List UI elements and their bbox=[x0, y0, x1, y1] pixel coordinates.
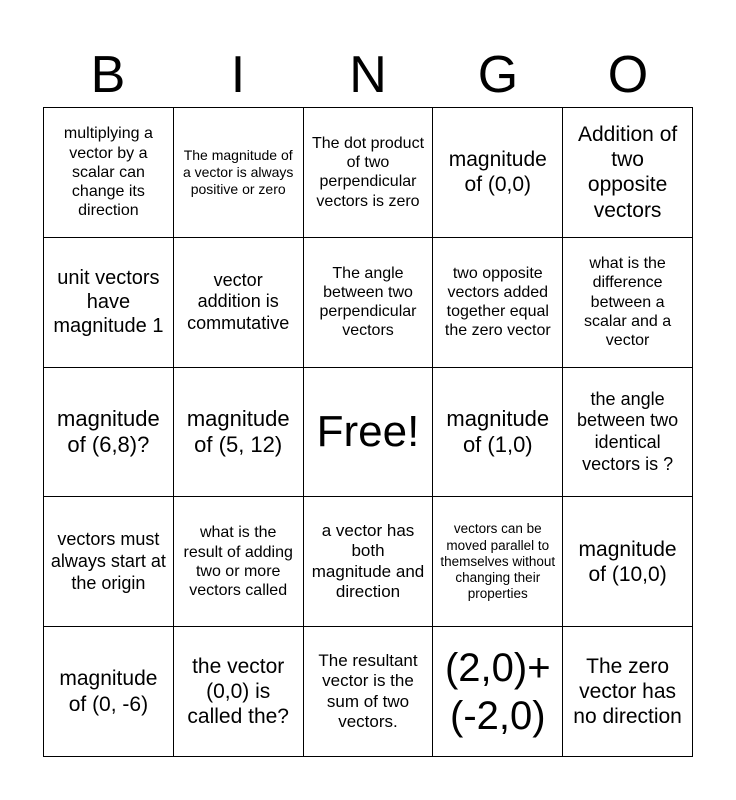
bingo-cell bbox=[44, 238, 174, 368]
bingo-cell bbox=[433, 627, 563, 757]
bingo-cell bbox=[174, 368, 304, 498]
bingo-cell bbox=[563, 627, 693, 757]
cell-text: multiplying a vector by a scalar can change its direction bbox=[63, 125, 153, 220]
bingo-grid bbox=[43, 107, 693, 757]
cell-text: The dot product of two perpendicular vectors is zero bbox=[311, 135, 425, 210]
cell-text: two opposite vectors added together equal the zero vector bbox=[444, 264, 551, 340]
bingo-cell bbox=[563, 497, 693, 627]
cell-text: magnitude of (6,8)? bbox=[57, 405, 160, 457]
bingo-cell bbox=[304, 497, 434, 627]
cell-text: what is the result of adding two or more vectors called bbox=[183, 524, 293, 599]
cell-text: The resultant vector is the sum of two vectors. bbox=[318, 650, 418, 731]
bingo-cell bbox=[44, 368, 174, 498]
bingo-cell bbox=[563, 108, 693, 238]
bingo-cell bbox=[44, 627, 174, 757]
cell-text: vectors can be moved parallel to themselves without changing their properties bbox=[440, 521, 556, 602]
bingo-cell bbox=[433, 238, 563, 368]
bingo-cell bbox=[174, 108, 304, 238]
cell-text: what is the difference between a scalar and a vector bbox=[584, 255, 672, 349]
header-letter-g: G bbox=[477, 46, 519, 104]
cell-text: The angle between two perpendicular vectors bbox=[319, 264, 417, 340]
free-space-text: Free! bbox=[316, 406, 420, 456]
bingo-cell bbox=[174, 238, 304, 368]
bingo-cell bbox=[44, 497, 174, 627]
header-letter-i: I bbox=[230, 46, 246, 104]
cell-text: magnitude of (1,0) bbox=[446, 405, 550, 457]
cell-text: the vector (0,0) is called the? bbox=[187, 654, 289, 729]
cell-text: a vector has both magnitude and direction bbox=[311, 521, 425, 602]
header-letter-n: N bbox=[349, 46, 387, 104]
bingo-cell bbox=[563, 368, 693, 498]
bingo-cell bbox=[433, 108, 563, 238]
header-letter-b: B bbox=[90, 46, 126, 104]
cell-text: The magnitude of a vector is always positive or zero bbox=[182, 147, 294, 197]
cell-text: unit vectors have magnitude 1 bbox=[53, 267, 164, 338]
cell-text: The zero vector has no direction bbox=[573, 654, 682, 729]
bingo-cell bbox=[44, 108, 174, 238]
cell-text: vectors must always start at the origin bbox=[50, 529, 166, 593]
free-space-cell bbox=[304, 368, 434, 498]
cell-text: Addition of two opposite vectors bbox=[577, 123, 678, 222]
cell-text: magnitude of (10,0) bbox=[578, 537, 677, 586]
bingo-cell bbox=[174, 627, 304, 757]
bingo-cell bbox=[304, 238, 434, 368]
bingo-cell bbox=[304, 627, 434, 757]
bingo-cell bbox=[433, 368, 563, 498]
cell-text: the angle between two identical vectors is ? bbox=[577, 388, 679, 474]
cell-text: magnitude of (0, -6) bbox=[59, 667, 158, 716]
bingo-header bbox=[43, 44, 693, 106]
cell-text: magnitude of (0,0) bbox=[448, 148, 547, 197]
bingo-cell bbox=[563, 238, 693, 368]
header-letter-o: O bbox=[607, 46, 649, 104]
cell-text: vector addition is commutative bbox=[187, 269, 290, 333]
bingo-cell bbox=[304, 108, 434, 238]
bingo-cell bbox=[433, 497, 563, 627]
cell-text: magnitude of (5, 12) bbox=[186, 405, 290, 457]
bingo-cell bbox=[174, 497, 304, 627]
cell-text: (2,0)+(-2,0) bbox=[444, 645, 551, 738]
